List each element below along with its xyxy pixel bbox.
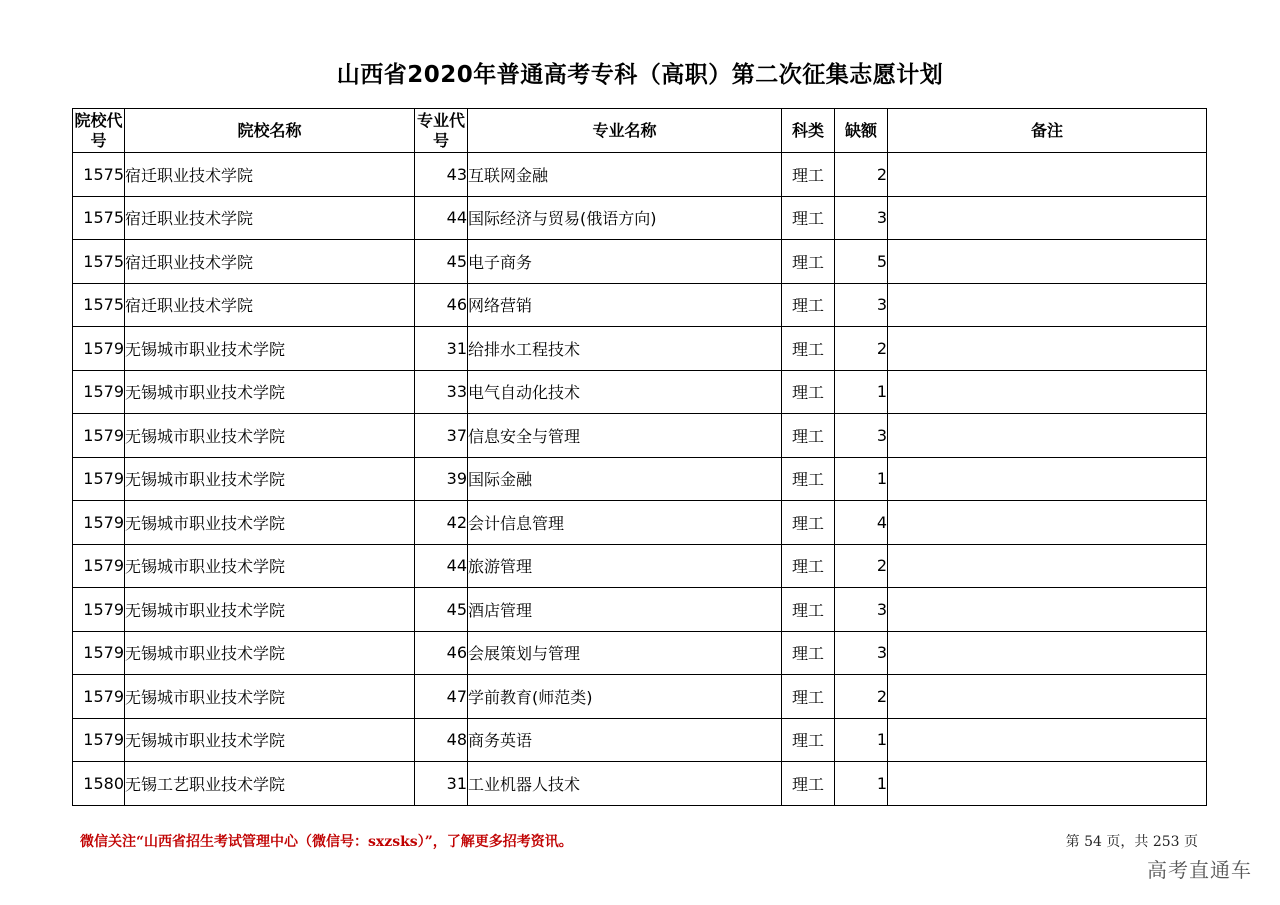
- table-row: [73, 327, 1207, 371]
- cell-major-code: 47: [415, 675, 468, 719]
- cell-category: 理工: [782, 501, 835, 545]
- cell-note: [888, 588, 1207, 632]
- cell-quota: 5: [835, 240, 888, 284]
- cell-school-name: 宿迁职业技术学院: [125, 240, 415, 284]
- cell-major-code: 33: [415, 370, 468, 414]
- cell-school-code: 1579: [73, 457, 125, 501]
- cell-category: 理工: [782, 196, 835, 240]
- cell-category: 理工: [782, 457, 835, 501]
- cell-school-name: 宿迁职业技术学院: [125, 153, 415, 197]
- cell-school-code: 1579: [73, 327, 125, 371]
- cell-school-code: 1580: [73, 762, 125, 806]
- cell-quota: 1: [835, 718, 888, 762]
- cell-school-code: 1579: [73, 370, 125, 414]
- cell-school-name: 无锡城市职业技术学院: [125, 501, 415, 545]
- cell-note: [888, 501, 1207, 545]
- cell-note: [888, 370, 1207, 414]
- cell-major-name: 电气自动化技术: [468, 370, 782, 414]
- cell-quota: 2: [835, 153, 888, 197]
- cell-note: [888, 457, 1207, 501]
- page-title: 山西省2020年普通高考专科（高职）第二次征集志愿计划: [336, 62, 944, 88]
- cell-category: 理工: [782, 675, 835, 719]
- table-row: [73, 675, 1207, 719]
- table-row: [73, 370, 1207, 414]
- cell-school-code: 1579: [73, 588, 125, 632]
- cell-quota: 1: [835, 457, 888, 501]
- cell-note: [888, 153, 1207, 197]
- cell-school-code: 1579: [73, 631, 125, 675]
- cell-major-code: 48: [415, 718, 468, 762]
- header-major-name: 专业名称: [468, 109, 782, 153]
- cell-quota: 4: [835, 501, 888, 545]
- cell-quota: 3: [835, 631, 888, 675]
- cell-category: 理工: [782, 762, 835, 806]
- cell-school-name: 无锡城市职业技术学院: [125, 631, 415, 675]
- header-school-code: 院校代号: [73, 109, 125, 153]
- cell-major-code: 46: [415, 631, 468, 675]
- cell-major-name: 酒店管理: [468, 588, 782, 632]
- cell-note: [888, 718, 1207, 762]
- cell-school-code: 1579: [73, 675, 125, 719]
- cell-note: [888, 327, 1207, 371]
- cell-major-code: 31: [415, 327, 468, 371]
- table-row: [73, 457, 1207, 501]
- cell-major-code: 42: [415, 501, 468, 545]
- cell-major-name: 会展策划与管理: [468, 631, 782, 675]
- cell-note: [888, 414, 1207, 458]
- cell-school-name: 无锡城市职业技术学院: [125, 588, 415, 632]
- table-row: [73, 544, 1207, 588]
- header-note: 备注: [888, 109, 1207, 153]
- table-row: [73, 762, 1207, 806]
- cell-school-code: 1579: [73, 501, 125, 545]
- header-quota: 缺额: [835, 109, 888, 153]
- cell-major-name: 学前教育(师范类): [468, 675, 782, 719]
- table-row: [73, 414, 1207, 458]
- cell-major-name: 工业机器人技术: [468, 762, 782, 806]
- cell-major-code: 44: [415, 544, 468, 588]
- watermark-text: 高考直通车: [1147, 858, 1252, 882]
- cell-school-code: 1579: [73, 414, 125, 458]
- cell-major-name: 互联网金融: [468, 153, 782, 197]
- cell-school-name: 无锡城市职业技术学院: [125, 414, 415, 458]
- cell-category: 理工: [782, 283, 835, 327]
- table-row: [73, 588, 1207, 632]
- cell-school-name: 无锡城市职业技术学院: [125, 675, 415, 719]
- cell-category: 理工: [782, 718, 835, 762]
- cell-major-name: 旅游管理: [468, 544, 782, 588]
- cell-major-code: 39: [415, 457, 468, 501]
- cell-school-name: 无锡工艺职业技术学院: [125, 762, 415, 806]
- cell-school-code: 1575: [73, 153, 125, 197]
- cell-note: [888, 675, 1207, 719]
- cell-school-name: 宿迁职业技术学院: [125, 196, 415, 240]
- cell-quota: 2: [835, 544, 888, 588]
- cell-school-name: 无锡城市职业技术学院: [125, 544, 415, 588]
- cell-major-code: 44: [415, 196, 468, 240]
- cell-note: [888, 240, 1207, 284]
- cell-category: 理工: [782, 588, 835, 632]
- table-row: [73, 631, 1207, 675]
- cell-school-code: 1575: [73, 196, 125, 240]
- header-major-code: 专业代号: [415, 109, 468, 153]
- cell-quota: 3: [835, 414, 888, 458]
- cell-quota: 1: [835, 762, 888, 806]
- cell-school-name: 无锡城市职业技术学院: [125, 327, 415, 371]
- cell-major-name: 国际经济与贸易(俄语方向): [468, 196, 782, 240]
- cell-major-name: 国际金融: [468, 457, 782, 501]
- cell-category: 理工: [782, 153, 835, 197]
- cell-quota: 3: [835, 196, 888, 240]
- table-row: [73, 196, 1207, 240]
- cell-note: [888, 762, 1207, 806]
- cell-school-name: 宿迁职业技术学院: [125, 283, 415, 327]
- cell-major-name: 商务英语: [468, 718, 782, 762]
- cell-school-name: 无锡城市职业技术学院: [125, 457, 415, 501]
- cell-school-name: 无锡城市职业技术学院: [125, 370, 415, 414]
- table-row: [73, 153, 1207, 197]
- table-row: [73, 283, 1207, 327]
- cell-major-code: 37: [415, 414, 468, 458]
- cell-major-code: 45: [415, 588, 468, 632]
- cell-quota: 1: [835, 370, 888, 414]
- cell-major-name: 电子商务: [468, 240, 782, 284]
- cell-major-code: 45: [415, 240, 468, 284]
- cell-quota: 2: [835, 327, 888, 371]
- table-row: [73, 501, 1207, 545]
- cell-category: 理工: [782, 414, 835, 458]
- cell-school-code: 1579: [73, 718, 125, 762]
- header-category: 科类: [782, 109, 835, 153]
- header-school-name: 院校名称: [125, 109, 415, 153]
- cell-major-name: 给排水工程技术: [468, 327, 782, 371]
- cell-school-name: 无锡城市职业技术学院: [125, 718, 415, 762]
- cell-category: 理工: [782, 327, 835, 371]
- cell-school-code: 1575: [73, 240, 125, 284]
- cell-quota: 2: [835, 675, 888, 719]
- cell-major-code: 46: [415, 283, 468, 327]
- cell-category: 理工: [782, 544, 835, 588]
- cell-note: [888, 283, 1207, 327]
- cell-major-name: 信息安全与管理: [468, 414, 782, 458]
- cell-major-code: 31: [415, 762, 468, 806]
- cell-category: 理工: [782, 240, 835, 284]
- cell-school-code: 1579: [73, 544, 125, 588]
- table-row: [73, 240, 1207, 284]
- cell-category: 理工: [782, 370, 835, 414]
- page-number: 第 54 页，共 253 页: [1065, 834, 1198, 850]
- table-header-row: [73, 109, 1207, 153]
- cell-note: [888, 544, 1207, 588]
- cell-quota: 3: [835, 588, 888, 632]
- cell-note: [888, 631, 1207, 675]
- cell-quota: 3: [835, 283, 888, 327]
- cell-major-code: 43: [415, 153, 468, 197]
- cell-major-name: 网络营销: [468, 283, 782, 327]
- cell-school-code: 1575: [73, 283, 125, 327]
- table-row: [73, 718, 1207, 762]
- cell-major-name: 会计信息管理: [468, 501, 782, 545]
- cell-category: 理工: [782, 631, 835, 675]
- cell-note: [888, 196, 1207, 240]
- plan-table: [72, 108, 1207, 806]
- wechat-notice: 微信关注“山西省招生考试管理中心（微信号：sxzsks）”，了解更多招考资讯。: [80, 834, 573, 850]
